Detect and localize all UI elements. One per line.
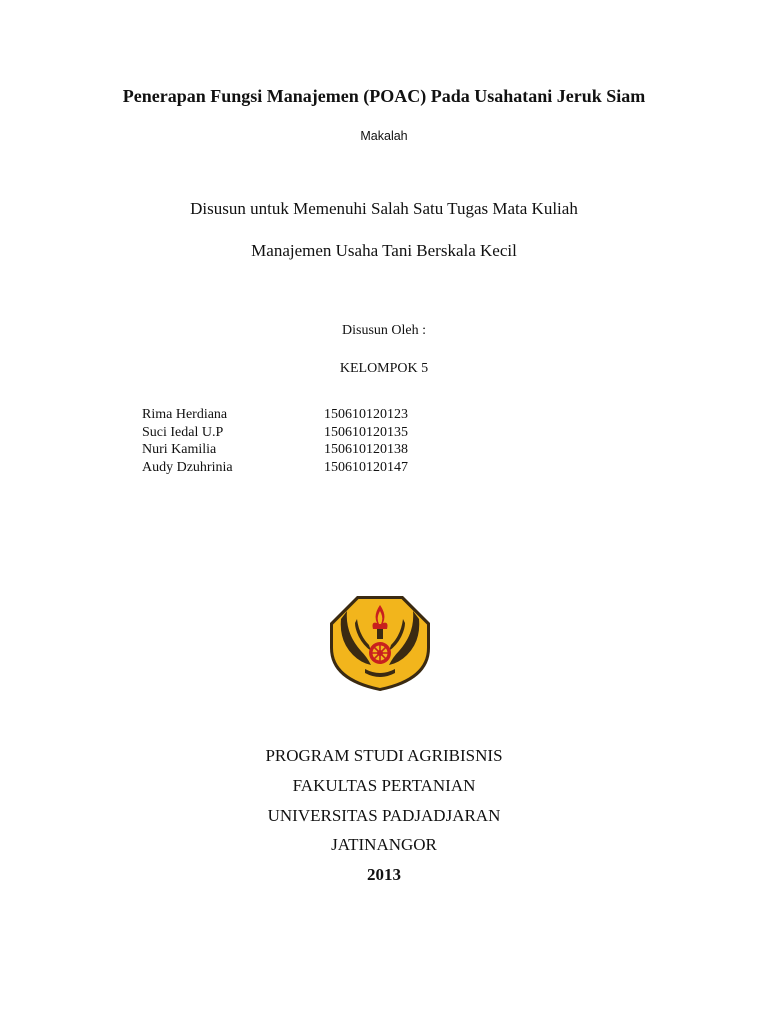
university-name: UNIVERSITAS PADJADJARAN (267, 806, 501, 825)
program-name: PROGRAM STUDI AGRIBISNIS (265, 746, 503, 765)
document-type: Makalah (360, 129, 408, 143)
city-name: JATINANGOR (331, 835, 437, 854)
member-name: Suci Iedal U.P (142, 424, 224, 440)
document-title: Penerapan Fungsi Manajemen (POAC) Pada Usahatani Jeruk Siam (122, 86, 646, 106)
faculty-name: FAKULTAS PERTANIAN (292, 776, 476, 795)
course-name: Manajemen Usaha Tani Berskala Kecil (251, 241, 517, 260)
member-id: 150610120123 (324, 407, 408, 422)
member-row (142, 406, 408, 424)
member-row (142, 424, 408, 442)
member-list (142, 406, 408, 476)
member-id: 150610120138 (324, 442, 408, 457)
document-year: 2013 (367, 865, 401, 884)
purpose-line-1: Disusun untuk Memenuhi Salah Satu Tugas Mata Kuliah (190, 199, 578, 218)
member-id: 150610120135 (324, 424, 408, 440)
member-row (142, 441, 408, 459)
member-name: Rima Herdiana (142, 407, 228, 422)
member-name: Nuri Kamilia (142, 442, 217, 457)
member-name: Audy Dzuhrinia (142, 459, 233, 475)
member-row (142, 459, 408, 477)
university-emblem-icon (327, 593, 433, 693)
member-id: 150610120147 (324, 459, 408, 475)
author-label: Disusun Oleh : (342, 323, 426, 338)
group-name: KELOMPOK 5 (339, 361, 429, 376)
